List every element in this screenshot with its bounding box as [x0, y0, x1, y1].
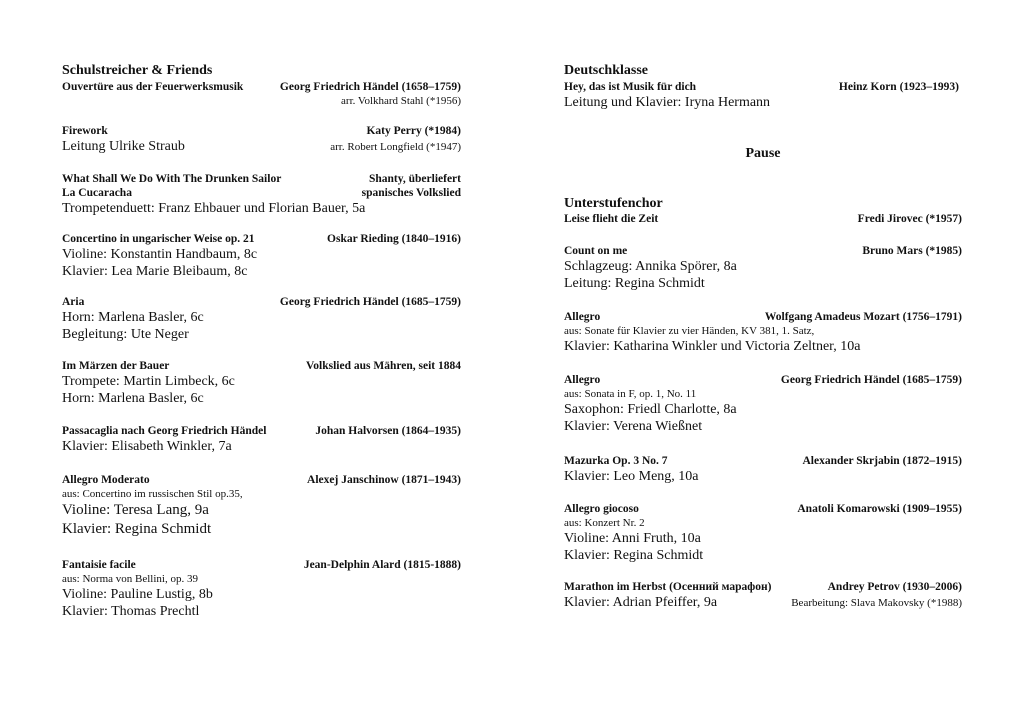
piece-title: Allegro giocoso: [564, 503, 639, 515]
source-note: aus: Norma von Bellini, op. 39: [62, 573, 198, 585]
performer: Saxophon: Friedl Charlotte, 8a: [564, 402, 737, 417]
performer: Leitung und Klavier: Iryna Hermann: [564, 95, 771, 110]
program-item: [564, 244, 962, 292]
composer: Johan Halvorsen (1864–1935): [315, 425, 461, 437]
performer: Horn: Marlena Basler, 6c: [62, 310, 204, 325]
performer: Trompetenduett: Franz Ehbauer und Florian Bauer, 5a: [62, 201, 366, 216]
program-item: [62, 558, 461, 620]
performer: Leitung: Regina Schmidt: [564, 276, 705, 291]
composer: Bruno Mars (*1985): [862, 245, 962, 257]
performer: Violine: Teresa Lang, 9a: [62, 502, 209, 518]
source-note: aus: Konzert Nr. 2: [564, 517, 645, 529]
program-item: [564, 502, 962, 564]
piece-title: Mazurka Op. 3 No. 7: [564, 455, 668, 467]
arranger: arr. Robert Longfield (*1947): [330, 141, 461, 153]
program-item: [564, 310, 962, 355]
program-item: [62, 473, 461, 539]
composer: Volkslied aus Mähren, seit 1884: [306, 360, 461, 372]
performer: Horn: Marlena Basler, 6c: [62, 391, 204, 406]
source-note: aus: Sonate für Klavier zu vier Händen, KV 381, 1. Satz,: [564, 325, 815, 337]
composer: Georg Friedrich Händel (1685–1759): [780, 374, 962, 386]
section-title: Deutschklasse: [564, 63, 649, 78]
piece-title: What Shall We Do With The Drunken Sailor: [62, 173, 282, 185]
composer: Georg Friedrich Händel (1685–1759): [279, 296, 461, 308]
performer: Klavier: Adrian Pfeiffer, 9a: [564, 595, 718, 610]
program-item: [62, 232, 461, 280]
performer: Klavier: Elisabeth Winkler, 7a: [62, 439, 232, 454]
composer: Fredi Jirovec (*1957): [857, 213, 962, 225]
composer: Georg Friedrich Händel (1658–1759): [279, 81, 461, 93]
piece-title: Fantaisie facile: [62, 559, 136, 571]
piece-title: Concertino in ungarischer Weise op. 21: [62, 233, 255, 245]
section-title: Unterstufenchor: [564, 196, 663, 211]
performer: Klavier: Lea Marie Bleibaum, 8c: [62, 264, 248, 279]
program-item: [62, 172, 461, 217]
performer: Klavier: Thomas Prechtl: [62, 604, 200, 619]
piece-title: Ouvertüre aus der Feuerwerksmusik: [62, 81, 244, 93]
section-title: Schulstreicher & Friends: [62, 63, 213, 78]
performer: Violine: Pauline Lustig, 8b: [62, 587, 213, 602]
program-item: [62, 424, 461, 455]
piece-title: Im Märzen der Bauer: [62, 360, 170, 372]
program-item: [62, 124, 461, 155]
program-item: [564, 212, 962, 226]
piece-title: Aria: [62, 296, 85, 308]
composer: Anatoli Komarowski (1909–1955): [797, 503, 962, 515]
composer: Jean-Delphin Alard (1815-1888): [303, 559, 461, 571]
arranger: arr. Volkhard Stahl (*1956): [341, 95, 461, 107]
pause-label: Pause: [745, 146, 781, 161]
performer: Klavier: Katharina Winkler und Victoria Zeltner, 10a: [564, 339, 861, 354]
piece-title: Firework: [62, 125, 108, 137]
performer: Trompete: Martin Limbeck, 6c: [62, 374, 235, 389]
composer: Heinz Korn (1923–1993): [838, 81, 959, 93]
piece-title: Hey, das ist Musik für dich: [564, 81, 697, 93]
piece-title: Allegro Moderato: [62, 474, 150, 486]
source-note: aus: Concertino im russischen Stil op.35,: [62, 488, 243, 500]
performer: Violine: Konstantin Handbaum, 8c: [62, 247, 258, 262]
program-item: [62, 359, 461, 407]
program-item: [62, 80, 461, 108]
piece-title: Allegro: [564, 311, 601, 323]
source-note: aus: Sonata in F, op. 1, No. 11: [564, 388, 697, 400]
composer: spanisches Volkslied: [361, 187, 461, 199]
composer: Andrey Petrov (1930–2006): [827, 581, 962, 593]
performer: Klavier: Leo Meng, 10a: [564, 469, 699, 484]
piece-title: La Cucaracha: [62, 187, 132, 199]
composer: Alexander Skrjabin (1872–1915): [802, 455, 962, 467]
program-item: [564, 80, 962, 111]
performer: Klavier: Regina Schmidt: [62, 521, 212, 537]
piece-title: Marathon im Herbst (Осенний марафон): [564, 581, 772, 593]
performer: Violine: Anni Fruth, 10a: [564, 531, 701, 546]
performer: Klavier: Regina Schmidt: [564, 548, 704, 563]
composer: Katy Perry (*1984): [366, 125, 461, 137]
performer: Leitung Ulrike Straub: [62, 139, 185, 154]
piece-title: Leise flieht die Zeit: [564, 213, 659, 225]
program-item: [564, 373, 962, 435]
piece-title: Allegro: [564, 374, 601, 386]
program-item: [564, 580, 962, 611]
performer: Schlagzeug: Annika Spörer, 8a: [564, 259, 737, 274]
composer: Wolfgang Amadeus Mozart (1756–1791): [764, 311, 962, 323]
piece-title: Passacaglia nach Georg Friedrich Händel: [62, 425, 267, 437]
composer: Alexej Janschinow (1871–1943): [307, 474, 461, 486]
arranger: Bearbeitung: Slava Makovsky (*1988): [791, 597, 962, 609]
performer: Begleitung: Ute Neger: [62, 327, 189, 342]
composer: Oskar Rieding (1840–1916): [327, 233, 461, 245]
program-item: [564, 454, 962, 485]
performer: Klavier: Verena Wießnet: [564, 419, 703, 434]
program-item: [62, 295, 461, 343]
piece-title: Count on me: [564, 245, 628, 257]
composer: Shanty, überliefert: [369, 173, 461, 185]
